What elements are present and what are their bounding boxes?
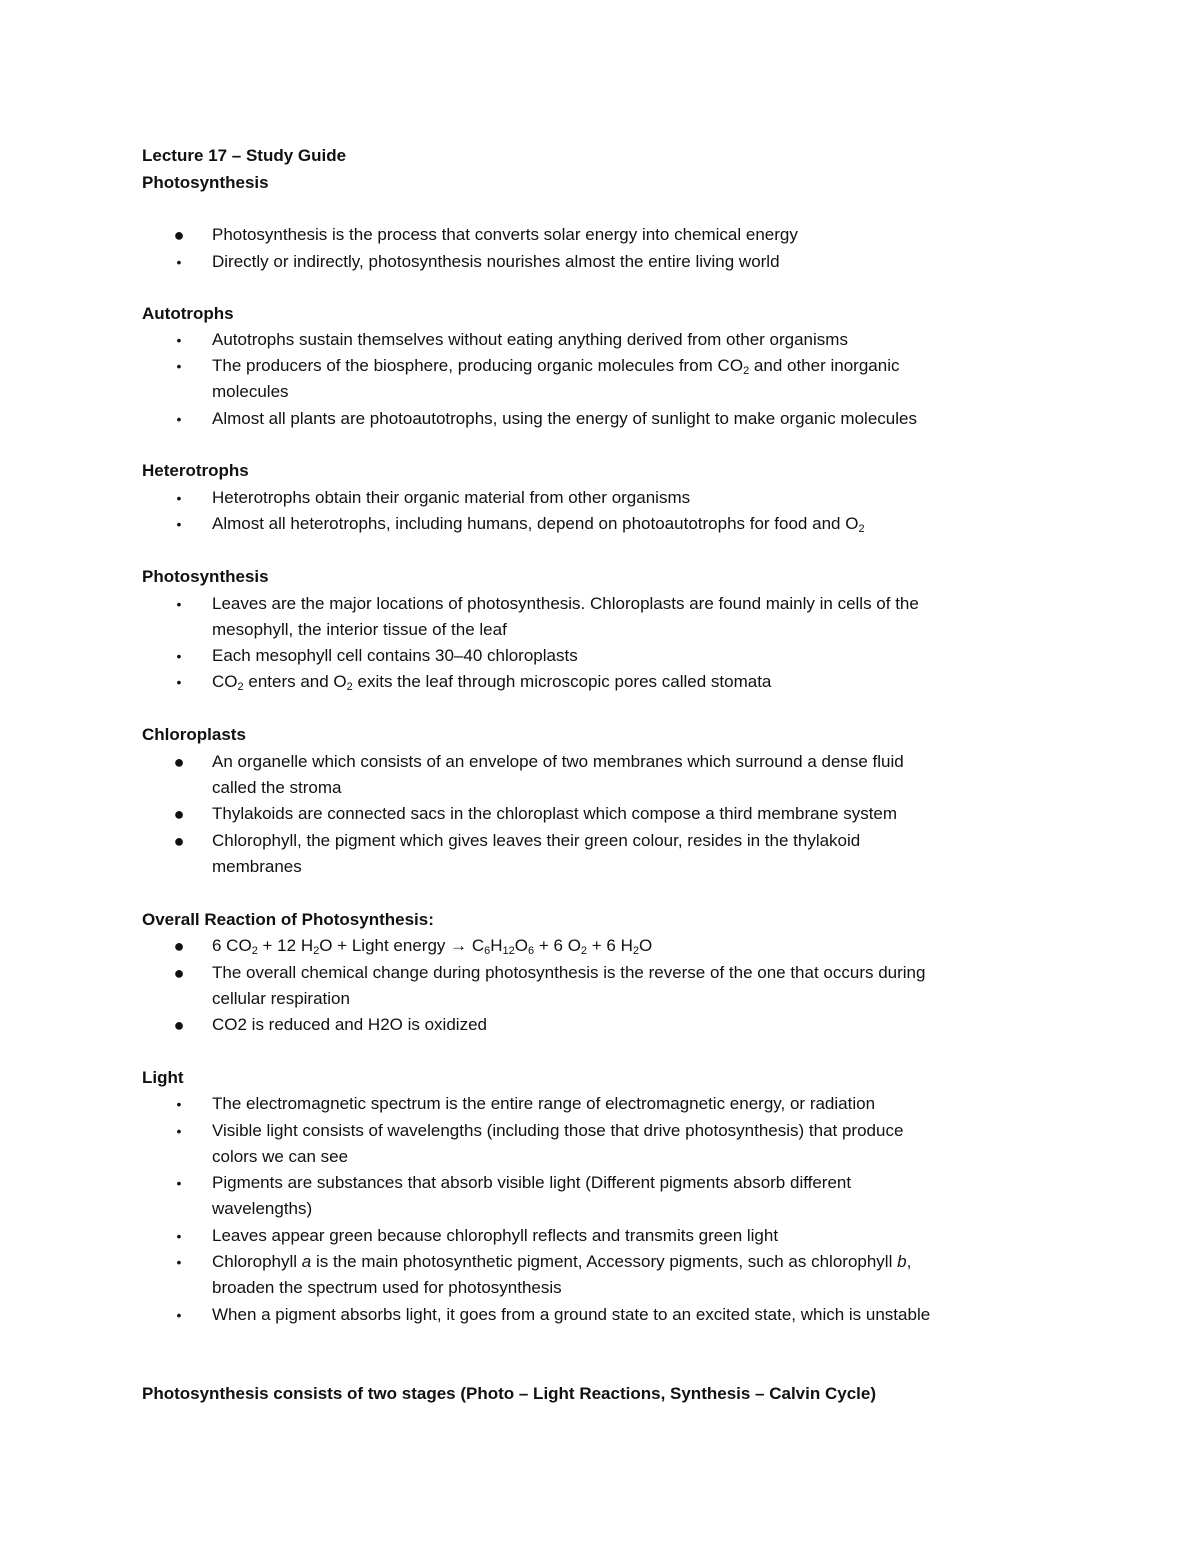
section-heading-autotrophs: Autotrophs <box>142 304 234 323</box>
bullet-icon: • <box>176 254 182 270</box>
list-item: CO2 is reduced and H2O is oxidized <box>212 1015 487 1034</box>
bullet-icon: • <box>176 1307 182 1323</box>
list-item: The electromagnetic spectrum is the entire range of electromagnetic energy, or radiation <box>212 1094 876 1113</box>
bullet-icon: • <box>176 1254 182 1270</box>
bullet-icon: • <box>176 490 182 506</box>
bullet-icon: • <box>176 1096 182 1112</box>
list-item-continuation: mesophyll, the interior tissue of the leaf <box>212 620 507 639</box>
list-item: Pigments are substances that absorb visible light (Different pigments absorb different <box>212 1173 852 1192</box>
list-item-continuation: called the stroma <box>212 778 342 797</box>
bullet-icon: ● <box>173 831 185 851</box>
reaction-equation: 6 $CO_2 + 12$ $H_2O$ + Light energy → $C_6H_{12}O_6 + 6$ $O_2 + 6$ $H_2O$ <box>212 936 653 957</box>
section-heading-light: Light <box>142 1068 184 1087</box>
list-item: The producers of the biosphere, producing organic molecules from $CO_2$ and other inorganic <box>212 356 900 377</box>
bullet-icon: • <box>176 516 182 532</box>
list-item: $CO_2$ enters and $O_2$ exits the leaf through microscopic pores called stomata <box>212 672 772 693</box>
page-title: Lecture 17 – Study Guide <box>142 146 347 165</box>
list-item-continuation: molecules <box>212 382 289 401</box>
list-item: Thylakoids are connected sacs in the chloroplast which compose a third membrane system <box>212 804 898 823</box>
list-item: Autotrophs sustain themselves without eating anything derived from other organisms <box>212 330 848 349</box>
list-item: Chlorophyll a is the main photosynthetic pigment, Accessory pigments, such as chlorophyll b, <box>212 1252 912 1271</box>
list-item: An organelle which consists of an envelope of two membranes which surround a dense fluid <box>212 752 904 771</box>
list-item: Chlorophyll, the pigment which gives leaves their green colour, resides in the thylakoid <box>212 831 861 850</box>
section-heading-heterotrophs: Heterotrophs <box>142 461 249 480</box>
bullet-icon: ● <box>173 963 185 983</box>
list-item: The overall chemical change during photosynthesis is the reverse of the one that occurs during <box>212 963 926 982</box>
list-item-continuation: wavelengths) <box>212 1199 313 1218</box>
section-heading-chloroplasts: Chloroplasts <box>142 725 246 744</box>
list-item: Photosynthesis is the process that converts solar energy into chemical energy <box>212 225 798 244</box>
bullet-icon: • <box>176 411 182 427</box>
list-item: Almost all heterotrophs, including humans, depend on photoautotrophs for food and $O_2$ <box>212 514 865 535</box>
bullet-icon: • <box>176 596 182 612</box>
section-heading-overall-reaction: Overall Reaction of Photosynthesis: <box>142 910 434 929</box>
bullet-icon: ● <box>173 752 185 772</box>
section-heading-photosynthesis-leaves: Photosynthesis <box>142 567 269 586</box>
bullet-icon: • <box>176 1228 182 1244</box>
list-item-continuation: colors we can see <box>212 1147 349 1166</box>
section-heading-two-stages: Photosynthesis consists of two stages (Photo – Light Reactions, Synthesis – Calvin Cycle) <box>142 1384 876 1403</box>
list-item: When a pigment absorbs light, it goes from a ground state to an excited state, which is unstable <box>212 1305 931 1324</box>
bullet-icon: • <box>176 648 182 664</box>
bullet-icon: • <box>176 332 182 348</box>
bullet-icon: • <box>176 674 182 690</box>
list-item-continuation: broaden the spectrum used for photosynthesis <box>212 1278 562 1297</box>
list-item: Visible light consists of wavelengths (including those that drive photosynthesis) that produce <box>212 1121 904 1140</box>
list-item: Heterotrophs obtain their organic material from other organisms <box>212 488 691 507</box>
bullet-icon: • <box>176 358 182 374</box>
bullet-icon: ● <box>173 804 185 824</box>
bullet-icon: • <box>176 1123 182 1139</box>
list-item-continuation: cellular respiration <box>212 989 350 1008</box>
arrow-right-icon: → <box>450 936 468 955</box>
bullet-icon: • <box>176 1175 182 1191</box>
list-item-continuation: membranes <box>212 857 302 876</box>
bullet-icon: ● <box>173 1015 185 1035</box>
list-item: Directly or indirectly, photosynthesis nourishes almost the entire living world <box>212 252 780 271</box>
list-item: Leaves are the major locations of photosynthesis. Chloroplasts are found mainly in cells of the <box>212 594 919 613</box>
list-item: Leaves appear green because chlorophyll reflects and transmits green light <box>212 1226 779 1245</box>
bullet-icon: ● <box>173 225 185 245</box>
bullet-icon: ● <box>173 936 185 956</box>
list-item: Almost all plants are photoautotrophs, using the energy of sunlight to make organic molecules <box>212 409 917 428</box>
section-heading-photosynthesis: Photosynthesis <box>142 173 269 192</box>
list-item: Each mesophyll cell contains 30–40 chloroplasts <box>212 646 578 665</box>
